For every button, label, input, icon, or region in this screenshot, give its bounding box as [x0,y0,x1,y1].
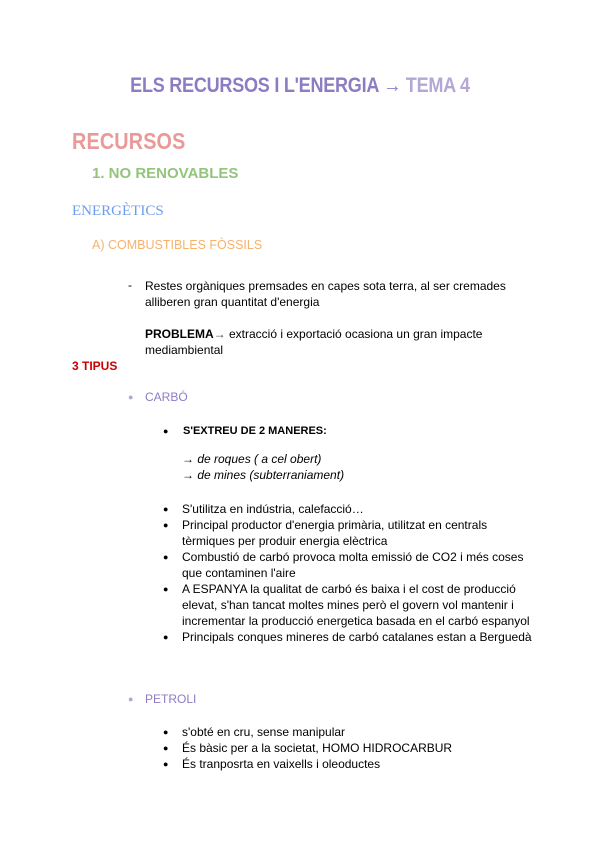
carbo-bullet: ● [128,392,134,402]
intro-dash: - [128,278,132,292]
bullet-dot: ● [163,584,169,594]
document-title [42,74,558,98]
title-main: ELS RECURSOS I L'ENERGIA [130,74,379,97]
carbo-methods [182,451,522,483]
carbo-point-text: A ESPANYA la qualitat de carbó és baixa i el cost de producció elevat, s'han tancat moltes mines però el govern vol mantenir i incrementar la producció energetica basada en el carbó espanyol [182,582,530,628]
list-item [163,756,533,772]
title-tema: TEMA 4 [405,74,470,97]
bullet-dot: ● [163,520,169,530]
problem-paragraph [145,326,525,358]
bullet-dot: ● [163,743,169,753]
list-item [163,501,533,517]
category-combustibles: A) COMBUSTIBLES FÒSSILS [92,238,263,252]
problem-arrow: → [213,327,226,341]
problem-text: extracció i exportació ocasiona un gran impacte mediambiental [145,327,483,357]
petroli-bullet: ● [128,694,134,704]
heading-recursos: RECURSOS [72,128,186,154]
petroli-point-text: s'obté en cru, sense manipular [182,725,346,739]
petroli-points-list [163,724,533,772]
petroli-title: PETROLI [145,692,197,706]
carbo-point-text: S'utilitza en indústria, calefacció… [182,502,364,516]
carbo-extract-heading: S'EXTREU DE 2 MANERES: [183,425,327,437]
carbo-points-list [163,501,533,645]
petroli-point-text: És bàsic per a la societat, HOMO HIDROCARBUR [182,741,453,755]
bullet-dot: ● [163,504,169,514]
list-item [163,740,533,756]
title-arrow: → [383,74,402,97]
intro-text: Restes orgàniques premsades en capes sota terra, al ser cremades alliberen gran quantitat d'energia [145,279,506,309]
list-item [163,549,533,581]
list-item [163,629,533,645]
carbo-point-text: Principal productor d'energia primària, utilitzat en centrals tèrmiques per produir energia elèctrica [182,518,488,548]
tipus-label: 3 TIPUS [72,359,118,373]
section-no-renovables: 1. NO RENOVABLES [92,165,239,182]
bullet-dot: ● [163,632,169,642]
bullet-dot: ● [163,727,169,737]
list-item [163,724,533,740]
subsection-energetics: ENERGÈTICS [72,203,164,219]
carbo-title: CARBÓ [145,390,188,404]
bullet-dot: ● [163,759,169,769]
bullet-dot: ● [163,426,169,436]
bullet-dot: ● [163,552,169,562]
carbo-point-text: Principals conques mineres de carbó catalanes estan a Berguedà [182,630,532,644]
method-mines: → de mines (subterraniament) [182,468,345,482]
list-item [163,517,533,549]
problem-label: PROBLEMA [145,327,214,341]
carbo-extract-item [163,423,543,439]
carbo-point-text: Combustió de carbó provoca molta emissió de CO2 i més coses que contaminen l'aire [182,550,524,580]
method-roques: → de roques ( a cel obert) [182,452,322,466]
list-item [163,581,533,629]
petroli-point-text: És tranposrta en vaixells i oleoductes [182,757,381,771]
